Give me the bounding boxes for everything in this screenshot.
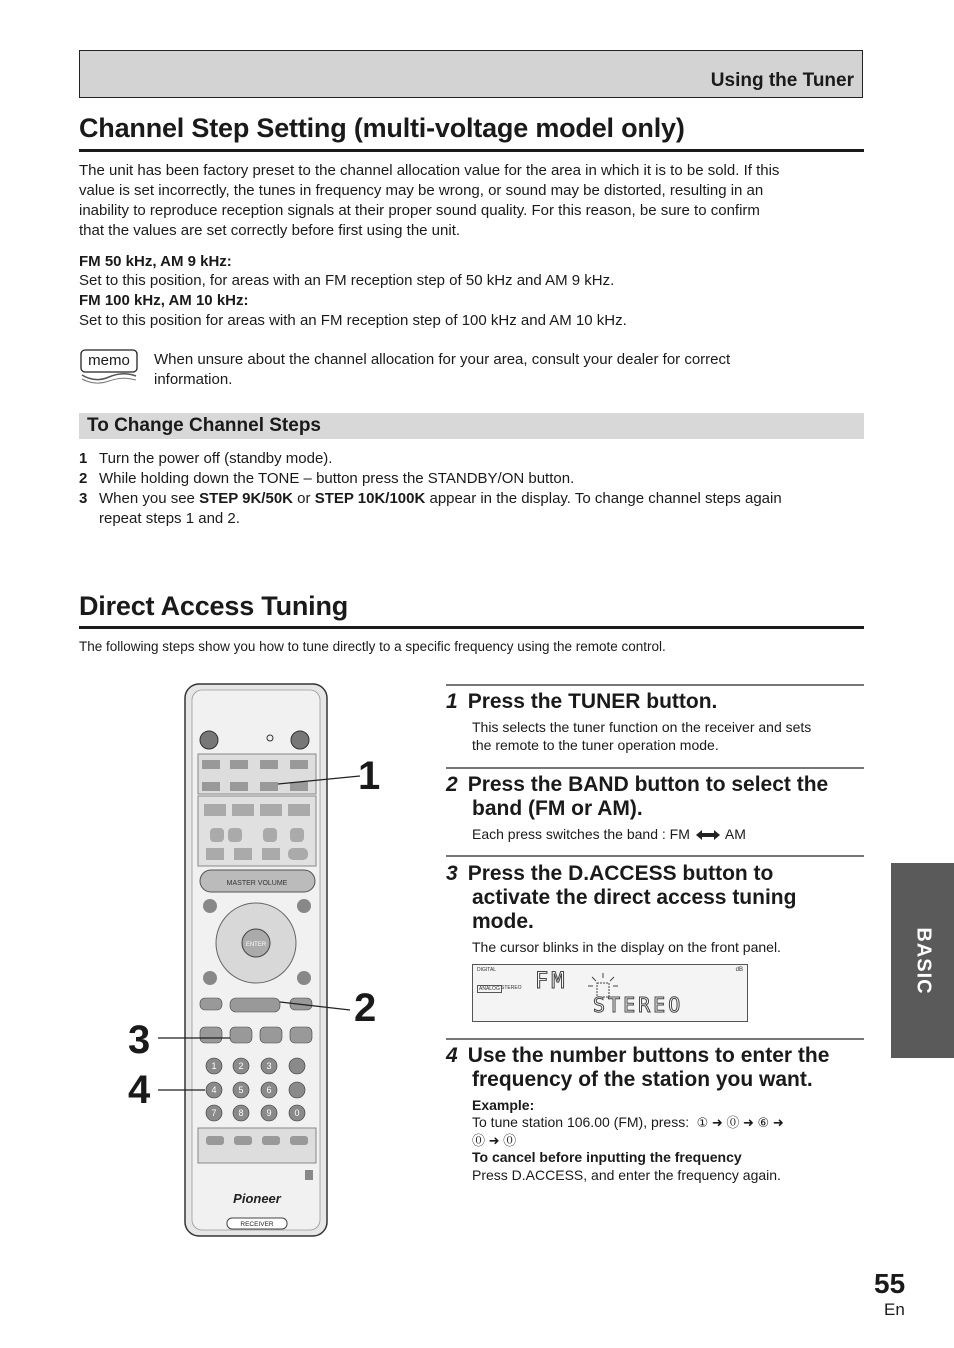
- change-step-3: 3 When you see STEP 9K/50K or STEP 10K/100K appear in the display. To change channel steps again: [79, 490, 782, 507]
- callout-2: 2: [354, 986, 377, 1030]
- cancel-text: Press D.ACCESS, and enter the frequency again.: [472, 1167, 781, 1183]
- master-volume-label: MASTER VOLUME: [226, 880, 288, 887]
- front-panel-display: [472, 964, 748, 1022]
- option2-title: FM 100 kHz, AM 10 kHz:: [79, 292, 249, 309]
- option1-text: Set to this position, for areas with an FM reception step of 50 kHz and AM 9 kHz.: [79, 272, 615, 289]
- display-tiny-db: dB: [735, 967, 743, 973]
- step1-title: 1 Press the TUNER button.: [446, 690, 718, 713]
- step3-title: 3 Press the D.ACCESS button to activate the direct access tuning mode.: [446, 862, 797, 933]
- step2-rule: [446, 767, 864, 769]
- cursor-blink-icon: [588, 973, 618, 999]
- step4-rule: [446, 1038, 864, 1040]
- display-stereo-text: STEREO: [593, 993, 684, 1017]
- step1-rule: [446, 684, 864, 686]
- example-text: To tune station 106.00 (FM), press: ① ➜ ⓪ ➜ ⑥ ➜ ⓪ ➜ ⓪: [472, 1114, 784, 1148]
- display-fm-text: FM: [535, 969, 568, 994]
- direct-access-intro: The following steps show you how to tune directly to a specific frequency using the remote control.: [79, 639, 666, 654]
- channel-step-title: Channel Step Setting (multi-voltage model only): [79, 113, 685, 143]
- change-step-1: 1 Turn the power off (standby mode).: [79, 450, 333, 467]
- channel-step-intro: The unit has been factory preset to the channel allocation value for the area in which it is to be sold. If this value is set incorrectly, the tunes in frequency may be wrong, or sound may be distorted, resulting in an inability to reproduce reception signals at their proper sound quality. For this reason, be sure to confirm that the values are set correctly before first using the unit.: [79, 162, 780, 239]
- callout-4: 4: [128, 1068, 151, 1112]
- cancel-label: To cancel before inputting the frequency: [472, 1149, 742, 1165]
- step2-title: 2 Press the BAND button to select the band (FM or AM).: [446, 773, 829, 820]
- num-key-4: 4: [211, 1085, 217, 1095]
- enter-label: ENTER: [245, 942, 267, 948]
- num-key-8: 8: [238, 1108, 244, 1118]
- display-tiny-digital: DIGITAL: [477, 967, 497, 973]
- page-number: 55: [874, 1268, 906, 1299]
- change-step-2: 2 While holding down the TONE – button press the STANDBY/ON button.: [79, 470, 575, 487]
- change-step-3-cont: repeat steps 1 and 2.: [99, 510, 240, 527]
- num-key-0: 0: [294, 1108, 300, 1118]
- memo-icon: [80, 349, 138, 385]
- double-arrow-icon: [696, 829, 720, 841]
- section-header-label: Using the Tuner: [710, 70, 854, 91]
- num-key-9: 9: [266, 1108, 272, 1118]
- key-sequence: ① ➜ ⓪ ➜ ⑥ ➜: [693, 1115, 784, 1130]
- memo-label: memo: [88, 352, 130, 369]
- title-rule: [79, 149, 864, 152]
- num-key-3: 3: [266, 1061, 272, 1071]
- direct-access-title: Direct Access Tuning: [79, 591, 349, 621]
- step3-rule: [446, 855, 864, 857]
- num-key-1: 1: [211, 1061, 217, 1071]
- page-language: En: [884, 1300, 905, 1319]
- num-key-5: 5: [238, 1085, 244, 1095]
- callout-3: 3: [128, 1018, 151, 1062]
- remote-bottom-label: RECEIVER: [240, 1221, 274, 1228]
- remote-brand: Pioneer: [233, 1191, 281, 1206]
- display-tiny-stereo: STEREO: [501, 985, 522, 991]
- section-header-bar: [79, 50, 863, 98]
- num-key-2: 2: [238, 1061, 244, 1071]
- change-steps-heading: To Change Channel Steps: [79, 413, 864, 439]
- display-tiny-analog: ANALOG: [479, 986, 500, 992]
- direct-access-rule: [79, 626, 864, 629]
- num-key-7: 7: [211, 1108, 217, 1118]
- option1-title: FM 50 kHz, AM 9 kHz:: [79, 253, 232, 270]
- option2-text: Set to this position for areas with an FM reception step of 100 kHz and AM 10 kHz.: [79, 312, 627, 329]
- memo-text: When unsure about the channel allocation for your area, consult your dealer for correct information.: [154, 351, 731, 388]
- step4-title: 4 Use the number buttons to enter the frequency of the station you want.: [446, 1044, 830, 1091]
- step1-desc: This selects the tuner function on the receiver and sets the remote to the tuner operation mode.: [472, 719, 812, 753]
- step3-desc: The cursor blinks in the display on the front panel.: [472, 939, 781, 955]
- num-key-6: 6: [266, 1085, 272, 1095]
- callout-1: 1: [358, 754, 381, 798]
- example-label: Example:: [472, 1097, 535, 1113]
- step2-desc: Each press switches the band : FM AM: [472, 826, 746, 842]
- side-tab-basic: BASIC: [891, 863, 954, 1058]
